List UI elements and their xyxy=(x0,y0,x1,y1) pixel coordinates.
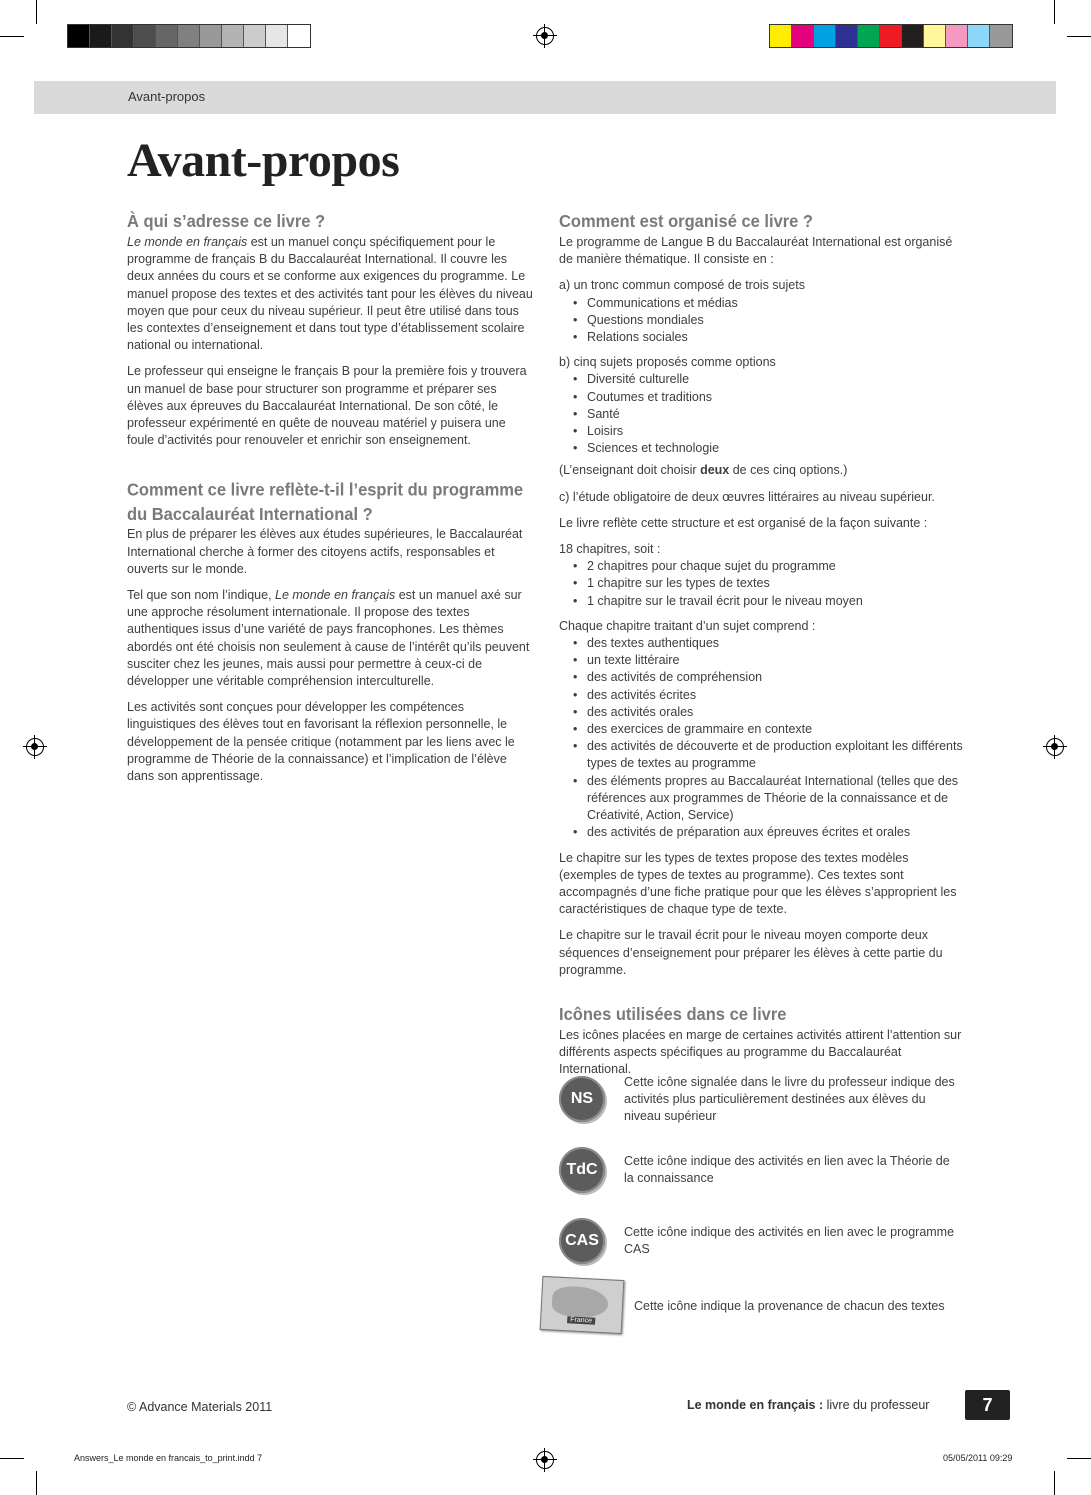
list-item: • des éléments propres au Baccalauréat International (telles que des références aux programmes de Théorie de la connaissance et de Créativité, Action, Service) xyxy=(559,773,967,825)
color-swatch xyxy=(858,25,880,47)
color-swatch xyxy=(178,25,200,47)
list-label: b) cinq sujets proposés comme options xyxy=(559,355,776,370)
page-title: Avant-propos xyxy=(127,134,400,187)
color-swatch xyxy=(968,25,990,47)
registration-mark-icon xyxy=(536,27,554,45)
color-swatch xyxy=(244,25,266,47)
section-heading: À qui s’adresse ce livre ? xyxy=(127,212,326,232)
paragraph: Le monde en français est un manuel conçu spécifiquement pour le programme de français B du Baccalauréat International. Il couvre les deux années du cours et se conforme aux exigences du programme. Le manuel propose des textes et des activités tant pour les élèves du niveau moyen que pour ceux du niveau supérieur. Il peut être utilisé dans tous les contextes d’enseignement et dans tout type d’établissement scolaire national ou international. xyxy=(127,235,533,353)
paragraph: Le livre reflète cette structure et est organisé de la façon suivante : xyxy=(559,515,928,530)
list-item: • Santé xyxy=(559,406,967,423)
crop-mark xyxy=(1067,1458,1091,1459)
list-item: • des activités de compréhension xyxy=(559,669,967,686)
color-swatch xyxy=(288,25,310,47)
cas-badge-icon: CAS xyxy=(559,1218,605,1264)
process-color-bar xyxy=(769,24,1013,48)
icon-description: Cette icône indique des activités en lien avec la Théorie de la connaissance xyxy=(624,1154,950,1186)
list-item: • 1 chapitre sur les types de textes xyxy=(559,575,967,592)
list-item: • des activités écrites xyxy=(559,687,967,704)
list-item: • Communications et médias xyxy=(559,295,967,312)
color-swatch xyxy=(924,25,946,47)
paragraph: Tel que son nom l’indique, Le monde en français est un manuel axé sur une approche résolument internationale. Il propose des textes authentiques issus d’une variété de pays francophones. Les thèmes abordés ont été choisis non seulement à cause de l’intérêt qu’ils peuvent susciter chez les jeunes, mais aussi pour permettre à ceux-ci de développer une véritable compréhension interculturelle. xyxy=(127,588,530,689)
color-swatch xyxy=(814,25,836,47)
paragraph: En plus de préparer les élèves aux études supérieures, le Baccalauréat International cherche à former des citoyens actifs, responsables et ouverts sur le monde. xyxy=(127,527,523,576)
list-label: 18 chapitres, soit : xyxy=(559,542,661,557)
list-item: • 1 chapitre sur le travail écrit pour le niveau moyen xyxy=(559,593,967,610)
crop-mark xyxy=(36,0,37,24)
registration-mark-icon xyxy=(26,738,44,756)
crop-mark xyxy=(36,1471,37,1495)
list-label: c) l’étude obligatoire de deux œuvres littéraires au niveau supérieur. xyxy=(559,489,935,504)
grayscale-bar xyxy=(67,24,311,48)
color-swatch xyxy=(156,25,178,47)
color-swatch xyxy=(792,25,814,47)
right-column xyxy=(559,211,967,1088)
list-item: • des activités orales xyxy=(559,704,967,721)
list-item: • des textes authentiques xyxy=(559,635,967,652)
color-swatch xyxy=(222,25,244,47)
paragraph: Le chapitre sur les types de textes propose des textes modèles (exemples de types de textes au programme). Ces textes sont accompagnés d’une fiche pratique pour que les élèves s’approprient les caractéristiques de chaque type de texte. xyxy=(559,850,957,917)
paragraph: Le chapitre sur le travail écrit pour le niveau moyen comporte deux séquences d’enseignement pour préparer les élèves à cette partie du programme. xyxy=(559,928,943,977)
color-swatch xyxy=(990,25,1012,47)
slug-file: Answers_Le monde en francais_to_print.indd 7 xyxy=(74,1453,263,1463)
bullet-list xyxy=(559,371,967,457)
ns-badge-icon: NS xyxy=(559,1076,605,1122)
page-number: 7 xyxy=(965,1390,1010,1420)
map-land-shape xyxy=(551,1285,608,1318)
color-swatch xyxy=(134,25,156,47)
paragraph: Le programme de Langue B du Baccalauréat International est organisé de manière thématique. Il consiste en : xyxy=(559,235,953,267)
list-item: • un texte littéraire xyxy=(559,652,967,669)
map-origin-icon xyxy=(540,1276,625,1334)
tdc-badge-icon: TdC xyxy=(559,1147,605,1193)
color-swatch xyxy=(68,25,90,47)
section-heading: Comment est organisé ce livre ? xyxy=(559,212,814,232)
list-item: • Loisirs xyxy=(559,423,967,440)
list-item: • Coutumes et traditions xyxy=(559,389,967,406)
bullet-list xyxy=(559,558,967,610)
color-swatch xyxy=(90,25,112,47)
color-swatch xyxy=(112,25,134,47)
section-heading: Icônes utilisées dans ce livre xyxy=(559,1005,787,1025)
paragraph: Les icônes placées en marge de certaines activités attirent l’attention sur différents aspects spécifiques au programme du Baccalauréat International. xyxy=(559,1027,962,1077)
paragraph: Les activités sont conçues pour développer les compétences linguistiques des élèves tout en favorisant la réflexion personnelle, le développement de la pensée critique (notamment par les liens avec le programme de Théorie de la connaissance) et l’implication de l’élève dans son apprentissage. xyxy=(127,700,515,784)
icon-description: Cette icône indique la provenance de chacun des textes xyxy=(634,1299,945,1313)
color-swatch xyxy=(836,25,858,47)
list-item: • Sciences et technologie xyxy=(559,440,967,457)
section-heading: Comment ce livre reflète-t-il l’esprit du programme du Baccalauréat International ? xyxy=(127,481,524,525)
crop-mark xyxy=(1067,36,1091,37)
color-swatch xyxy=(902,25,924,47)
list-item: • des activités de préparation aux épreuves écrites et orales xyxy=(559,824,967,841)
list-label: a) un tronc commun composé de trois sujets xyxy=(559,278,805,293)
crop-mark xyxy=(0,36,24,37)
crop-mark xyxy=(1054,0,1055,24)
list-label: Chaque chapitre traitant d’un sujet comprend : xyxy=(559,618,816,633)
crop-mark xyxy=(0,1458,24,1459)
color-swatch xyxy=(946,25,968,47)
list-item: • des activités de découverte et de production exploitant les différents types de textes au programme xyxy=(559,738,967,772)
running-header xyxy=(34,81,1056,114)
list-item: • Relations sociales xyxy=(559,329,967,346)
color-swatch xyxy=(880,25,902,47)
bullet-list xyxy=(559,635,967,841)
list-item: • Diversité culturelle xyxy=(559,371,967,388)
bullet-list xyxy=(559,295,967,347)
map-country-label: France xyxy=(567,1316,595,1324)
list-item: • 2 chapitres pour chaque sujet du programme xyxy=(559,558,967,575)
color-swatch xyxy=(266,25,288,47)
slug-date: 05/05/2011 09:29 xyxy=(943,1453,1013,1463)
registration-mark-icon xyxy=(1046,738,1064,756)
icon-description: Cette icône signalée dans le livre du professeur indique des activités plus particulièrement destinées aux élèves du niveau supérieur xyxy=(624,1075,955,1124)
list-item: • des exercices de grammaire en contexte xyxy=(559,721,967,738)
registration-mark-icon xyxy=(536,1451,554,1469)
color-swatch xyxy=(200,25,222,47)
paragraph: Le professeur qui enseigne le français B pour la première fois y trouvera un manuel de base pour structurer son programme et préparer ses élèves aux épreuves du Baccalauréat International. De son côté, le professeur expérimenté en quête de nouveau matériel y puisera une foule d’activités pour renouveler et enrichir son enseignement. xyxy=(127,364,527,448)
book-title-footer: Le monde en français : livre du professeur xyxy=(687,1398,930,1412)
crop-mark xyxy=(1054,1471,1055,1495)
icon-description: Cette icône indique des activités en lien avec le programme CAS xyxy=(624,1225,955,1257)
running-header-title: Avant-propos xyxy=(128,89,206,104)
left-column xyxy=(127,211,535,794)
color-swatch xyxy=(770,25,792,47)
paragraph: (L’enseignant doit choisir deux de ces cinq options.) xyxy=(559,463,848,478)
list-item: • Questions mondiales xyxy=(559,312,967,329)
copyright: © Advance Materials 2011 xyxy=(127,1400,273,1414)
